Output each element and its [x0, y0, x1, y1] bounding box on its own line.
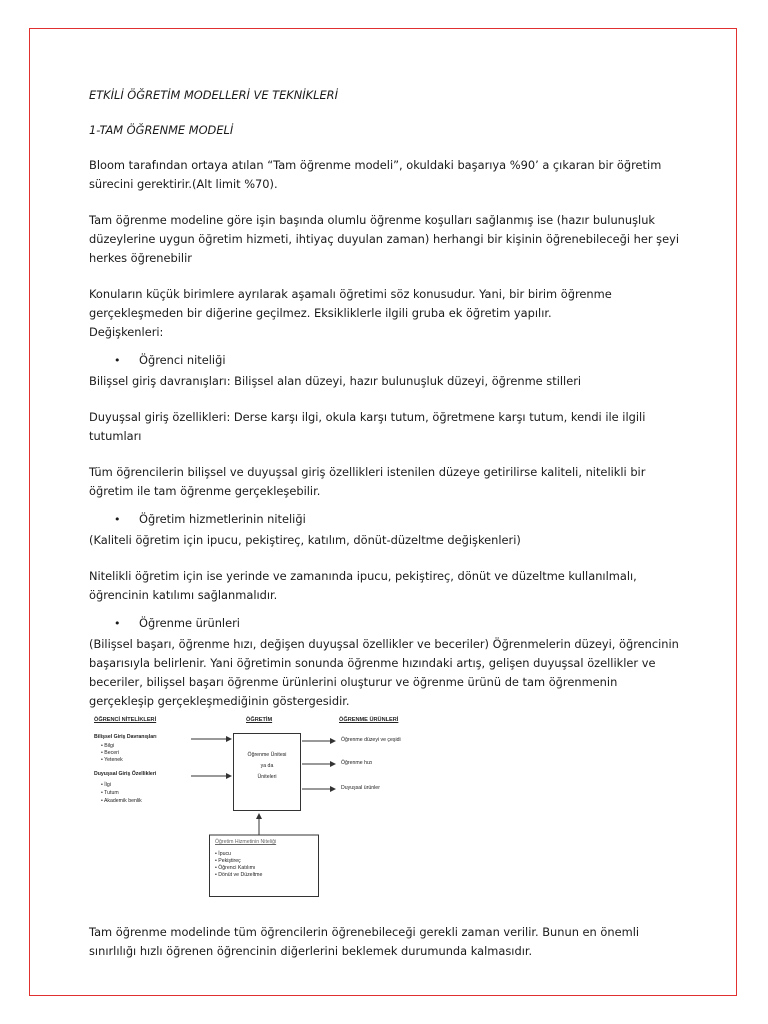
- paragraph: Nitelikli öğretim için ise yerinde ve zamanında ipucu, pekiştireç, dönüt ve düzeltme kullanılmalı, öğrencinin katılımı sağlanmalıdır.: [89, 569, 637, 602]
- diagram-bottom-item: • Dönüt ve Düzeltme: [215, 872, 263, 878]
- bullet-icon: [89, 614, 139, 635]
- learning-unit-box: [233, 733, 301, 811]
- diagram-bottom-title: Öğretim Hizmetinin Niteliği: [215, 839, 277, 845]
- diagram-bottom-item: • Pekiştireç: [215, 858, 241, 864]
- list-item-label: Öğrenme ürünleri: [139, 616, 240, 630]
- diagram-left-item: • İlgi: [101, 782, 111, 788]
- paragraph: Değişkenleri:: [89, 325, 164, 339]
- learning-unit-label: Öğrenme Ünitesi: [247, 752, 287, 758]
- diagram-left-item: • Bilgi: [101, 743, 115, 749]
- section-title: 1-TAM ÖĞRENME MODELİ: [89, 123, 234, 137]
- paragraph: Tüm öğrencilerin bilişsel ve duyuşsal giriş özellikleri istenilen düzeye getirilirse kaliteli, nitelikli bir öğretim ile tam öğrenme gerçekleşebilir.: [89, 465, 646, 498]
- diagram-left-item: • Tutum: [101, 790, 119, 796]
- paragraph: Bilişsel giriş davranışları: Bilişsel alan düzeyi, hazır bulunuşluk düzeyi, öğrenme stilleri: [89, 374, 582, 388]
- bullet-icon: [89, 510, 139, 531]
- diagram-right-item: Duyuşsal ürünler: [341, 785, 380, 791]
- diagram-left-item: • Akademik benlik: [101, 798, 142, 804]
- paragraph: Tam öğrenme modeline göre işin başında olumlu öğrenme koşulları sağlanmış ise (hazır bulunuşluk düzeylerine uygun öğretim hizmeti, ihtiyaç duyulan zaman) herhangi bir kişinin öğrenebileceği her şeyi herkes öğrenebilir: [89, 213, 679, 265]
- diagram-header-outcomes: ÖĞRENME ÜRÜNLERİ: [339, 717, 399, 723]
- document-body: [89, 86, 679, 961]
- diagram-bottom-item: • Öğrenci Katılımı: [215, 865, 256, 871]
- diagram-left-group2: Duyuşsal Giriş Özellikleri: [94, 771, 157, 777]
- diagram-left-item: • Yetenek: [101, 757, 123, 763]
- diagram-right-item: Öğrenme düzeyi ve çeşidi: [341, 737, 401, 743]
- paragraph: Tam öğrenme modelinde tüm öğrencilerin öğrenebileceği gerekli zaman verilir. Bunun en önemli sınırlılığı hızlı öğrenen öğrencinin diğerlerini beklemek durumunda kalmasıdır.: [89, 925, 640, 958]
- diagram-bottom-item: • İpucu: [215, 851, 231, 857]
- list-item: [89, 351, 679, 372]
- list-item: [89, 614, 679, 635]
- diagram-left-group1: Bilişsel Giriş Davranışları: [94, 734, 157, 740]
- diagram-right-item: Öğrenme hızı: [341, 760, 373, 766]
- paragraph: Duyuşsal giriş özellikleri: Derse karşı ilgi, okula karşı tutum, öğretmene karşı tutum, kendi ile ilgili tutumları: [89, 410, 646, 443]
- list-item: [89, 510, 679, 531]
- paragraph: Konuların küçük birimlere ayrılarak aşamalı öğretimi söz konusudur. Yani, bir birim öğrenme gerçekleşmeden bir diğerine geçilmez. Eksikliklerle ilgili gruba ek öğretim yapılır.: [89, 287, 612, 320]
- diagram-header-instruction: ÖĞRETİM: [246, 717, 273, 723]
- diagram-left-item: • Beceri: [101, 750, 119, 756]
- list-item-label: Öğrenci niteliği: [139, 353, 226, 367]
- paragraph: (Kaliteli öğretim için ipucu, pekiştireç, katılım, dönüt-düzeltme değişkenleri): [89, 533, 521, 547]
- diagram-header-student: ÖĞRENCİ NİTELİKLERİ: [94, 717, 157, 723]
- paragraph: (Bilişsel başarı, öğrenme hızı, değişen duyuşsal özellikler ve beceriler) Öğrenmelerin düzeyi, öğrencinin başarısıyla belirlenir. Yani öğretimin sonunda öğrenme hızındaki artış, gelişen duyuşsal özellikler ve beceriler, bilişsel başarı öğrenme ürünlerini oluşturur ve öğrenme ürünü de tam öğrenmenin gerçekleşip gerçekleşmediğinin göstergesidir.: [89, 637, 679, 708]
- document-title: ETKİLİ ÖĞRETİM MODELLERİ VE TEKNİKLERİ: [89, 88, 338, 102]
- learning-unit-label: ya da: [260, 763, 274, 769]
- list-item-label: Öğretim hizmetlerinin niteliği: [139, 512, 306, 526]
- learning-unit-label: Üniteleri: [257, 774, 277, 780]
- mastery-learning-diagram: [91, 717, 451, 897]
- bullet-icon: [89, 351, 139, 372]
- paragraph: Bloom tarafından ortaya atılan “Tam öğrenme modeli”, okuldaki başarıya %90’ a çıkaran bir öğretim sürecini gerektirir.(Alt limit %70).: [89, 158, 662, 191]
